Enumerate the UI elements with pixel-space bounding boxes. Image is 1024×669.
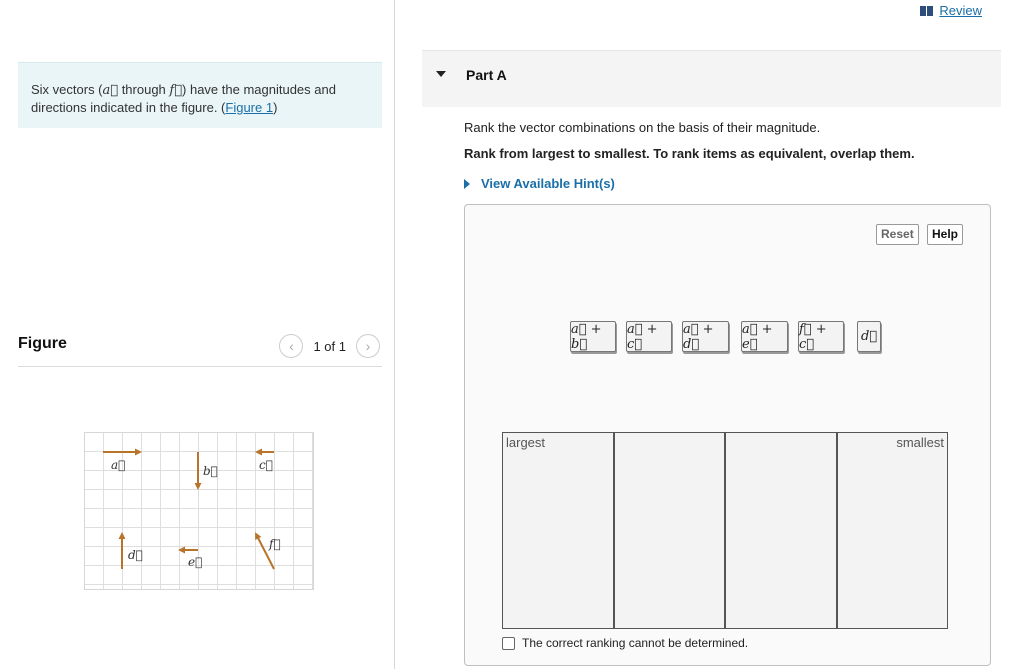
vector-d-tag: d⃗ [128,548,143,562]
right-pane [396,0,1024,669]
ranking-bin-1[interactable] [503,433,615,628]
chevron-right-icon[interactable]: › [356,334,380,358]
vector-a-label: a⃗ [102,83,119,98]
review-label: Review [939,3,982,18]
part-title: Part A [466,67,507,83]
vector-f-tag: f⃗ [269,537,281,551]
ranking-bin-3[interactable] [726,433,838,628]
intro-text-after: ) have the magnitudes and directions indicated in the figure. ( [31,82,336,115]
part-a-header[interactable] [422,50,1001,107]
ranking-instructions: Rank from largest to smallest. To rank items as equivalent, overlap them. [464,146,915,161]
item-a-plus-b[interactable]: a⃗ + b⃗ [570,321,616,352]
item-f-plus-c[interactable]: f⃗ + c⃗ [798,321,844,352]
item-a-plus-c[interactable]: a⃗ + c⃗ [626,321,672,352]
vector-c-tag: c⃗ [259,458,273,472]
vector-f-label: f⃗ [169,83,183,98]
vector-a-tag: a⃗ [111,458,126,472]
smallest-label: smallest [896,435,944,450]
cannot-determine-option[interactable] [502,636,748,650]
caret-right-icon [464,179,470,189]
vector-e-tag: e⃗ [188,555,203,569]
cannot-determine-label: The correct ranking cannot be determined. [522,636,749,650]
vector-b-tag: b⃗ [203,464,218,478]
vector-figure [84,432,314,590]
cannot-determine-checkbox[interactable] [502,637,515,650]
left-pane [0,0,395,669]
question-prompt: Rank the vector combinations on the basis of their magnitude. [464,120,821,135]
page-count: 1 of 1 [313,338,346,354]
caret-down-icon[interactable] [436,71,446,77]
book-icon [920,6,933,16]
view-hints-toggle[interactable] [464,176,615,191]
problem-intro [18,62,382,128]
item-a-plus-e[interactable]: a⃗ + e⃗ [741,321,788,352]
figure-pager [279,334,380,358]
ranking-widget [464,204,991,666]
largest-label: largest [506,435,546,450]
figure-header [18,333,382,367]
intro-text-before: Six vectors ( [31,82,103,97]
figure-link[interactable]: Figure 1 [225,100,274,115]
item-a-plus-d[interactable]: a⃗ + d⃗ [682,321,729,352]
ranking-bins [502,432,948,629]
figure-title: Figure [18,335,67,352]
ranking-bin-2[interactable] [615,433,727,628]
hints-label: View Available Hint(s) [481,176,615,191]
ranking-bin-4[interactable] [838,433,948,628]
intro-text-close: ) [273,100,278,115]
review-link[interactable] [920,3,982,18]
item-d[interactable]: d⃗ [857,321,881,352]
intro-text-through: through [118,82,170,97]
reset-button[interactable]: Reset [876,224,919,245]
help-button[interactable]: Help [927,224,963,245]
chevron-left-icon[interactable]: ‹ [279,334,303,358]
